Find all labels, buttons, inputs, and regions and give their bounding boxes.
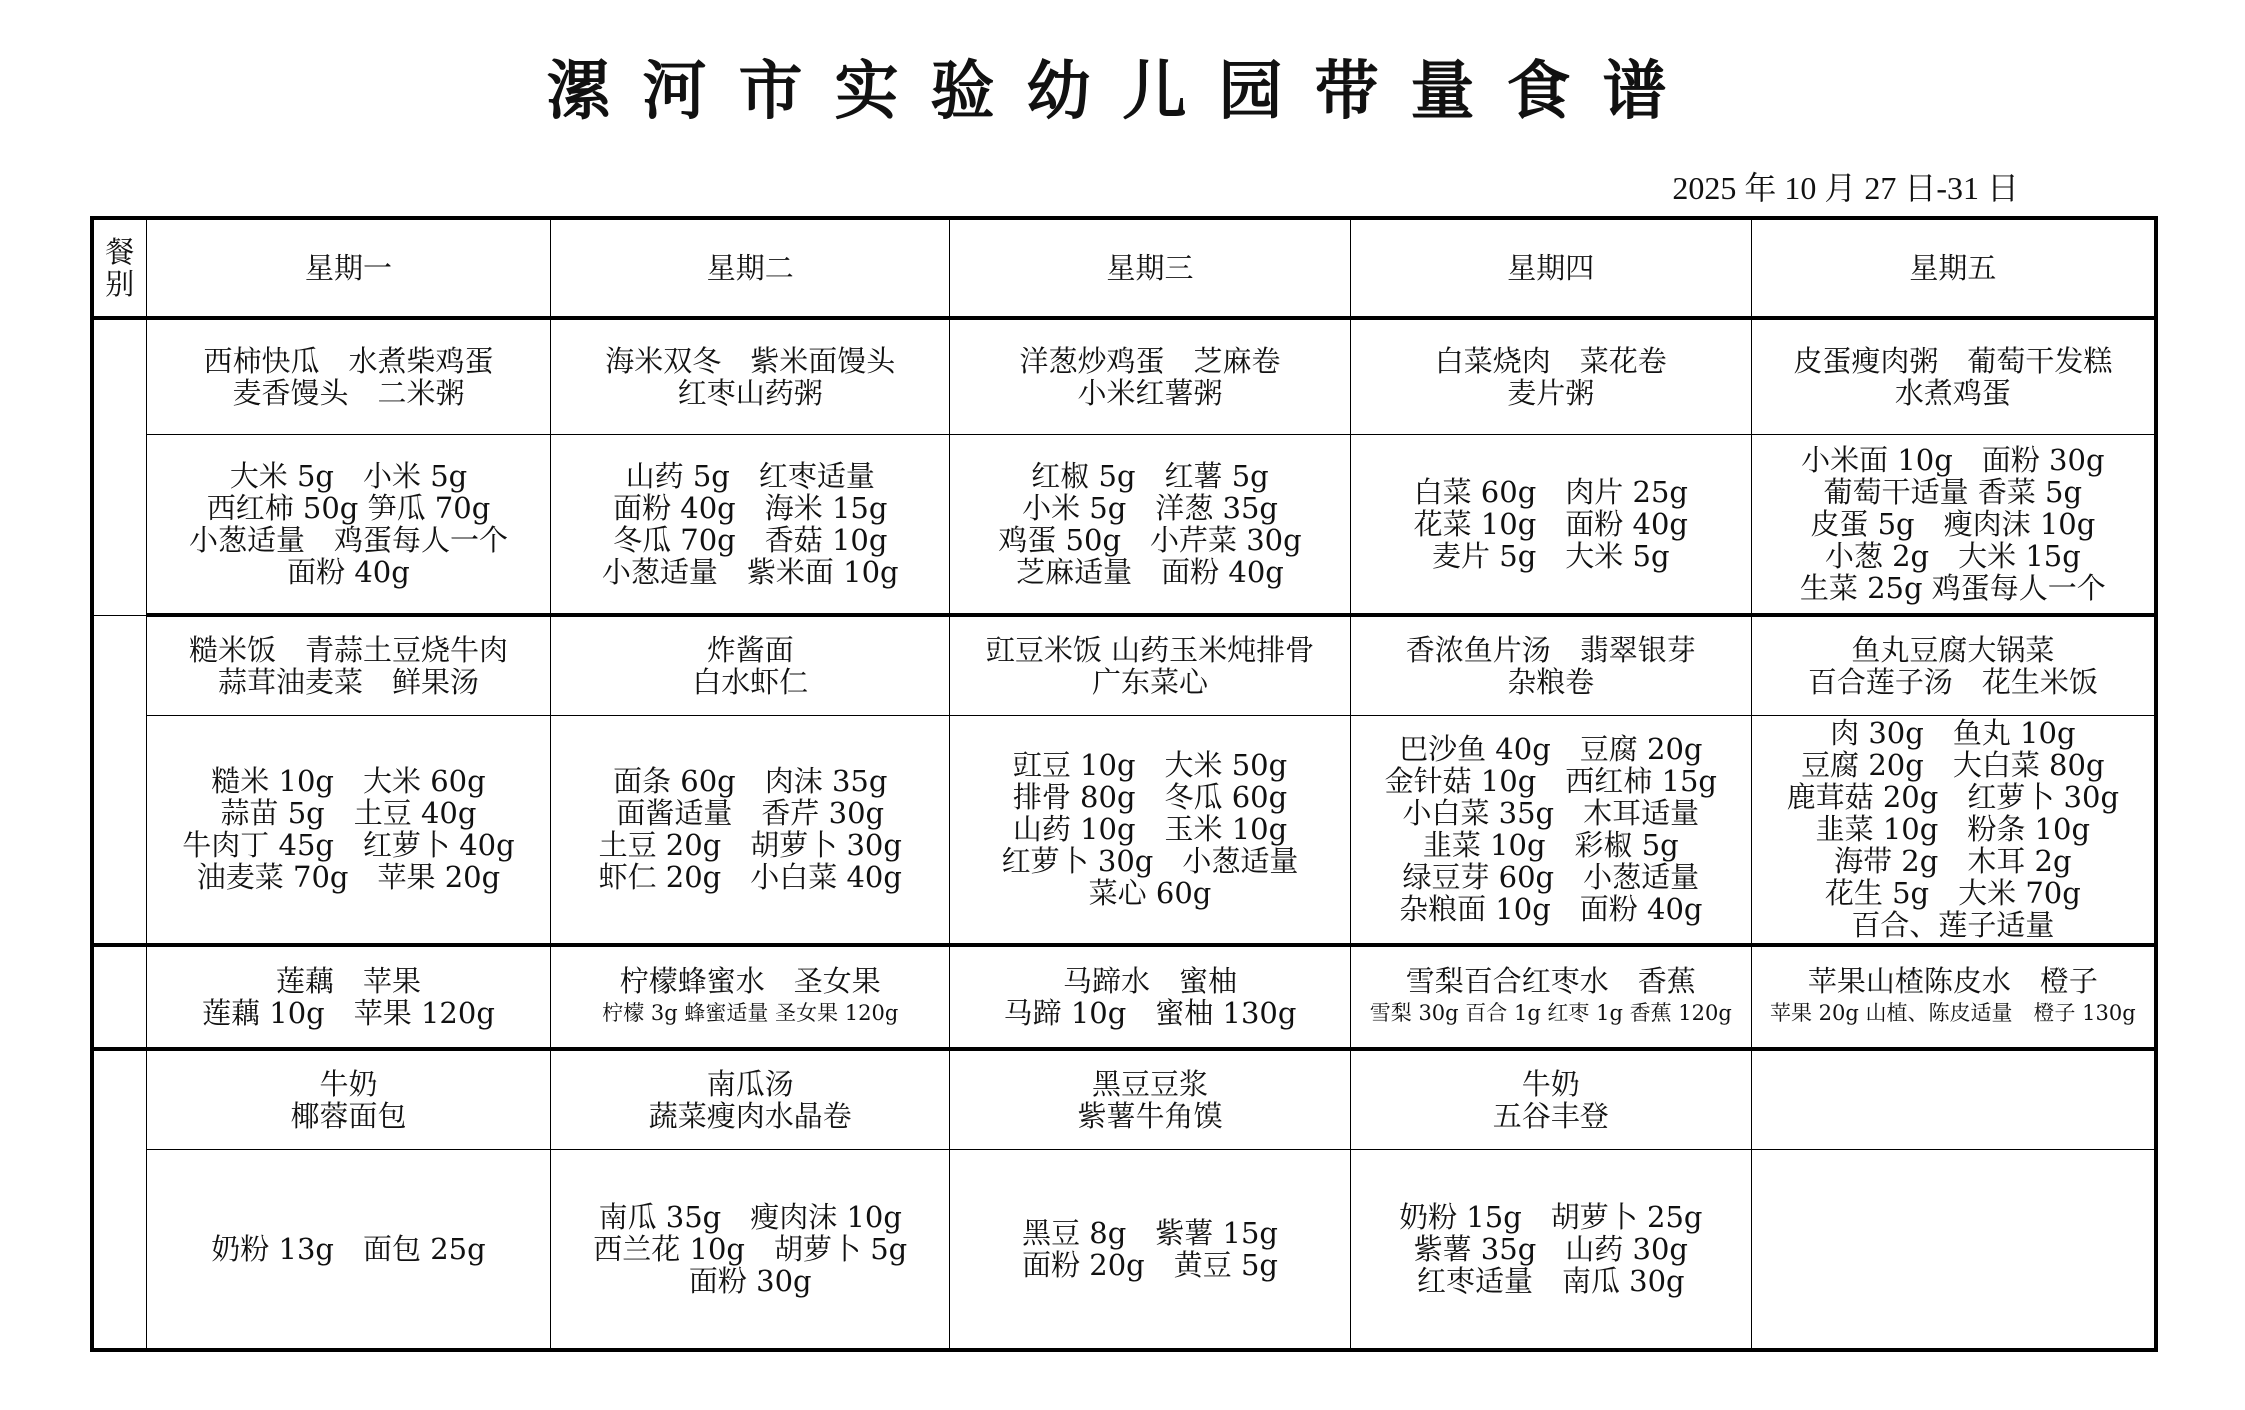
day-header-mon: 星期一 <box>146 218 551 318</box>
menu-table <box>90 216 2158 1352</box>
cell-line: 小米红薯粥 <box>1077 376 1223 411</box>
cell-line: 白菜 60g 肉片 25g <box>1413 475 1688 510</box>
snack-amount: 柠檬 3g 蜂蜜适量 圣女果 120g <box>602 1000 899 1025</box>
cell-line: 花菜 10g 面粉 40g <box>1413 507 1688 542</box>
snack-name: 马蹄水 蜜柚 <box>1063 963 1238 998</box>
cell-line: 红枣适量 南瓜 30g <box>1416 1263 1685 1298</box>
afternoon-dish-row <box>92 1049 2156 1149</box>
cell-line: 韭菜 10g 粉条 10g <box>1815 812 2091 847</box>
lunch-ingredient-row <box>92 716 2156 945</box>
cell-line: 韭菜 10g 彩椒 5g <box>1422 828 1679 863</box>
cell-line: 山药 5g 红枣适量 <box>625 459 875 494</box>
day-header-thu: 星期四 <box>1350 218 1751 318</box>
afternoon-ingredient-cell <box>1751 1149 2156 1350</box>
cell-line: 葡萄干适量 香菜 5g <box>1823 475 2083 510</box>
afternoon-dish-cell <box>950 1049 1351 1149</box>
cell-line: 牛肉丁 45g 红萝卜 40g <box>182 828 515 863</box>
breakfast-ingredient-cell <box>1350 435 1751 616</box>
cell-line: 麦香馒头 二米粥 <box>232 376 465 411</box>
cell-line: 水煮鸡蛋 <box>1894 376 2011 411</box>
cell-line: 红萝卜 30g 小葱适量 <box>1001 844 1299 879</box>
cell-line: 绿豆芽 60g 小葱适量 <box>1402 860 1700 895</box>
lunch-dish-cell <box>551 615 950 715</box>
cell-line: 面条 60g 肉沫 35g <box>613 764 888 799</box>
breakfast-ingredient-cell <box>950 435 1351 616</box>
cell-line: 海带 2g 木耳 2g <box>1834 844 2072 879</box>
cell-line: 百合莲子汤 花生米饭 <box>1807 665 2098 700</box>
day-header-fri: 星期五 <box>1751 218 2156 318</box>
cell-line: 南瓜 35g 瘦肉沫 10g <box>598 1199 902 1234</box>
lunch-dish-row <box>92 615 2156 715</box>
cell-line: 巴沙鱼 40g 豆腐 20g <box>1399 732 1703 767</box>
cell-line: 广东菜心 <box>1092 665 1209 700</box>
afternoon-dish-cell <box>1751 1049 2156 1149</box>
meal-label-char: 别 <box>105 267 135 302</box>
cell-line: 西兰花 10g 胡萝卜 5g <box>593 1231 908 1266</box>
cell-line: 黑豆豆浆 <box>1092 1066 1209 1101</box>
lunch-dish-cell <box>146 615 551 715</box>
breakfast-dish-cell <box>551 318 950 434</box>
cell-line: 面粉 20g 黄豆 5g <box>1022 1247 1278 1282</box>
cell-line: 洋葱炒鸡蛋 芝麻卷 <box>1019 344 1281 379</box>
snack-row <box>92 945 2156 1049</box>
snack-cell <box>1350 945 1751 1049</box>
snack-cell <box>1751 945 2156 1049</box>
cell-line: 肉 30g 鱼丸 10g <box>1830 716 2076 751</box>
snack-cell <box>950 945 1351 1049</box>
cell-line: 白菜烧肉 菜花卷 <box>1434 344 1667 379</box>
cell-line: 花生 5g 大米 70g <box>1824 876 2081 911</box>
cell-line: 虾仁 20g 小白菜 40g <box>598 860 902 895</box>
cell-line: 南瓜汤 <box>706 1066 794 1101</box>
cell-line: 百合、莲子适量 <box>1851 908 2055 943</box>
snack-amount: 苹果 20g 山植、陈皮适量 橙子 130g <box>1769 1000 2136 1025</box>
cell-line: 芝麻适量 面粉 40g <box>1016 555 1284 590</box>
cell-line: 皮蛋瘦肉粥 葡萄干发糕 <box>1793 344 2113 379</box>
header-row <box>92 218 2156 318</box>
afternoon-dish-cell <box>1350 1049 1751 1149</box>
cell-line: 麦片 5g 大米 5g <box>1432 539 1670 574</box>
snack-name: 柠檬蜂蜜水 圣女果 <box>619 963 881 998</box>
cell-line: 鹿茸菇 20g 红萝卜 30g <box>1786 780 2120 815</box>
lunch-dish-cell <box>950 615 1351 715</box>
breakfast-dish-cell <box>146 318 551 434</box>
cell-line: 紫薯牛角馍 <box>1077 1098 1223 1133</box>
cell-line: 奶粉 15g 胡萝卜 25g <box>1399 1199 1703 1234</box>
snack-name: 莲藕 苹果 <box>275 963 421 998</box>
afternoon-ingredient-cell <box>1350 1149 1751 1350</box>
cell-line: 排骨 80g 冬瓜 60g <box>1012 780 1288 815</box>
afternoon-dish-cell <box>146 1049 551 1149</box>
cell-line: 椰蓉面包 <box>290 1098 407 1133</box>
lunch-dish-cell <box>1751 615 2156 715</box>
cell-line: 小葱适量 紫米面 10g <box>601 555 899 590</box>
cell-line: 香浓鱼片汤 翡翠银芽 <box>1405 633 1696 668</box>
afternoon-ingredient-cell <box>950 1149 1351 1350</box>
cell-line: 白水虾仁 <box>692 665 809 700</box>
cell-line: 牛奶 <box>1521 1066 1580 1101</box>
snack-name: 雪梨百合红枣水 香蕉 <box>1405 963 1696 998</box>
cell-line: 豆腐 20g 大白菜 80g <box>1801 748 2105 783</box>
cell-line: 西柿快瓜 水煮柴鸡蛋 <box>203 344 494 379</box>
cell-line: 麦片粥 <box>1507 376 1595 411</box>
breakfast-ingredient-cell <box>146 435 551 616</box>
cell-line: 红枣山药粥 <box>677 376 823 411</box>
lunch-ingredient-cell <box>1751 716 2156 945</box>
breakfast-ingredient-cell <box>1751 435 2156 616</box>
cell-line: 黑豆 8g 紫薯 15g <box>1022 1215 1278 1250</box>
cell-line: 豇豆米饭 山药玉米炖排骨 <box>985 633 1315 668</box>
page-title: 漯河市实验幼儿园带量食谱 <box>546 54 1699 129</box>
cell-line: 土豆 20g 胡萝卜 30g <box>598 828 902 863</box>
cell-line: 大米 5g 小米 5g <box>229 459 468 494</box>
cell-line: 冬瓜 70g 香菇 10g <box>613 523 888 558</box>
lunch-dish-cell <box>1350 615 1751 715</box>
cell-line: 五谷丰登 <box>1492 1098 1609 1133</box>
afternoon-ingredient-row <box>92 1149 2156 1350</box>
cell-line: 小米 5g 洋葱 35g <box>1022 491 1278 526</box>
snack-amount: 莲藕 10g 苹果 120g <box>202 995 495 1030</box>
snack-cell <box>551 945 950 1049</box>
cell-line: 蔬菜瘦肉水晶卷 <box>648 1098 852 1133</box>
cell-line: 面酱适量 香芹 30g <box>616 796 885 831</box>
cell-line: 生菜 25g 鸡蛋每人一个 <box>1799 571 2106 606</box>
cell-line: 面粉 40g 海米 15g <box>613 491 888 526</box>
cell-line: 蒜苗 5g 土豆 40g <box>220 796 477 831</box>
cell-line: 蒜茸油麦菜 鲜果汤 <box>217 665 479 700</box>
snack-meal-cell <box>92 945 146 1049</box>
cell-line: 皮蛋 5g 瘦肉沫 10g <box>1810 507 2096 542</box>
breakfast-ingredient-row <box>92 435 2156 616</box>
breakfast-ingredient-cell <box>551 435 950 616</box>
cell-line: 杂粮面 10g 面粉 40g <box>1399 892 1703 927</box>
cell-line: 金针菇 10g 西红柿 15g <box>1384 764 1717 799</box>
cell-line: 豇豆 10g 大米 50g <box>1012 748 1288 783</box>
cell-line: 菜心 60g <box>1088 876 1212 911</box>
snack-amount: 雪梨 30g 百合 1g 红枣 1g 香蕉 120g <box>1369 1000 1732 1025</box>
cell-line: 小白菜 35g 木耳适量 <box>1402 796 1700 831</box>
cell-line: 油麦菜 70g 苹果 20g <box>196 860 501 895</box>
cell-line: 鸡蛋 50g 小芹菜 30g <box>998 523 1302 558</box>
cell-line: 面粉 30g <box>688 1263 812 1298</box>
day-header-wed: 星期三 <box>950 218 1351 318</box>
afternoon-dish-cell <box>551 1049 950 1149</box>
breakfast-meal-cell <box>92 318 146 615</box>
day-header-tue: 星期二 <box>551 218 950 318</box>
lunch-meal-cell <box>92 615 146 944</box>
lunch-ingredient-cell <box>1350 716 1751 945</box>
meal-label-char: 餐 <box>105 235 135 270</box>
breakfast-dish-row <box>92 318 2156 434</box>
lunch-ingredient-cell <box>146 716 551 945</box>
lunch-ingredient-cell <box>950 716 1351 945</box>
lunch-ingredient-cell <box>551 716 950 945</box>
snack-amount: 马蹄 10g 蜜柚 130g <box>1003 995 1297 1030</box>
cell-line: 小米面 10g 面粉 30g <box>1801 443 2105 478</box>
cell-line: 糙米 10g 大米 60g <box>211 764 486 799</box>
cell-line: 山药 10g 玉米 10g <box>1012 812 1288 847</box>
afternoon-meal-cell <box>92 1049 146 1350</box>
cell-line: 鱼丸豆腐大锅菜 <box>1851 633 2055 668</box>
cell-line: 奶粉 13g 面包 25g <box>211 1231 486 1266</box>
meal-label <box>92 218 146 318</box>
cell-line: 炸酱面 <box>706 633 794 668</box>
cell-line: 杂粮卷 <box>1507 665 1595 700</box>
date-range: 2025 年 10 月 27 日-31 日 <box>1672 170 2019 206</box>
breakfast-dish-cell <box>1350 318 1751 434</box>
breakfast-dish-cell <box>1751 318 2156 434</box>
snack-name: 苹果山楂陈皮水 橙子 <box>1807 963 2098 998</box>
snack-cell <box>146 945 551 1049</box>
cell-line: 小葱适量 鸡蛋每人一个 <box>188 523 508 558</box>
cell-line: 糙米饭 青蒜土豆烧牛肉 <box>188 633 508 668</box>
cell-line: 面粉 40g <box>287 555 410 590</box>
afternoon-ingredient-cell <box>146 1149 551 1350</box>
cell-line: 红椒 5g 红薯 5g <box>1031 459 1269 494</box>
cell-line: 海米双冬 紫米面馒头 <box>605 344 896 379</box>
cell-line: 紫薯 35g 山药 30g <box>1413 1231 1688 1266</box>
cell-line: 小葱 2g 大米 15g <box>1824 539 2081 574</box>
afternoon-ingredient-cell <box>551 1149 950 1350</box>
cell-line: 牛奶 <box>319 1066 378 1101</box>
breakfast-dish-cell <box>950 318 1351 434</box>
cell-line: 西红柿 50g 笋瓜 70g <box>206 491 491 526</box>
